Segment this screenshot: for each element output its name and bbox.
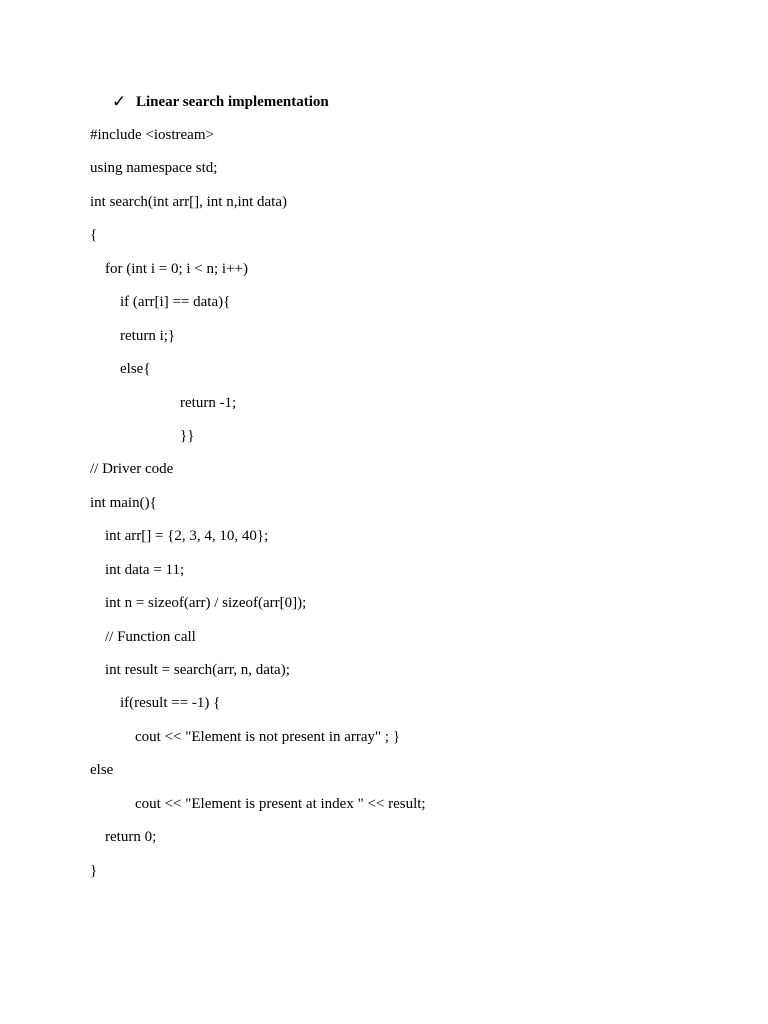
code-line: // Driver code xyxy=(90,461,174,478)
code-line: return i;} xyxy=(120,327,176,344)
checkmark-icon: ✓ xyxy=(112,92,127,112)
code-line: int n = sizeof(arr) / sizeof(arr[0]); xyxy=(105,595,307,612)
code-line: int data = 11; xyxy=(105,561,185,578)
code-line: if (arr[i] == data){ xyxy=(120,294,231,311)
code-line: for (int i = 0; i < n; i++) xyxy=(105,260,248,277)
code-line: int arr[] = {2, 3, 4, 10, 40}; xyxy=(105,528,269,545)
code-line: else xyxy=(90,762,114,779)
code-block xyxy=(90,123,426,892)
code-line: int search(int arr[], int n,int data) xyxy=(90,193,288,210)
code-line: int main(){ xyxy=(90,494,157,511)
code-line: using namespace std; xyxy=(90,160,218,177)
section-heading xyxy=(112,90,329,114)
code-line: cout << "Element is not present in array" ; } xyxy=(135,728,401,745)
code-line: cout << "Element is present at index " << result; xyxy=(135,795,426,812)
code-line: return 0; xyxy=(105,829,157,846)
code-line: int result = search(arr, n, data); xyxy=(105,662,290,678)
code-line: } xyxy=(90,862,98,879)
heading-text: Linear search implementation xyxy=(136,94,329,110)
code-line: if(result == -1) { xyxy=(120,695,221,712)
code-line: // Function call xyxy=(105,628,196,645)
code-line: { xyxy=(90,227,98,244)
code-line: return -1; xyxy=(180,394,237,411)
code-line: #include <iostream> xyxy=(90,127,214,143)
code-line: }} xyxy=(180,427,195,444)
code-line: else{ xyxy=(120,361,151,378)
